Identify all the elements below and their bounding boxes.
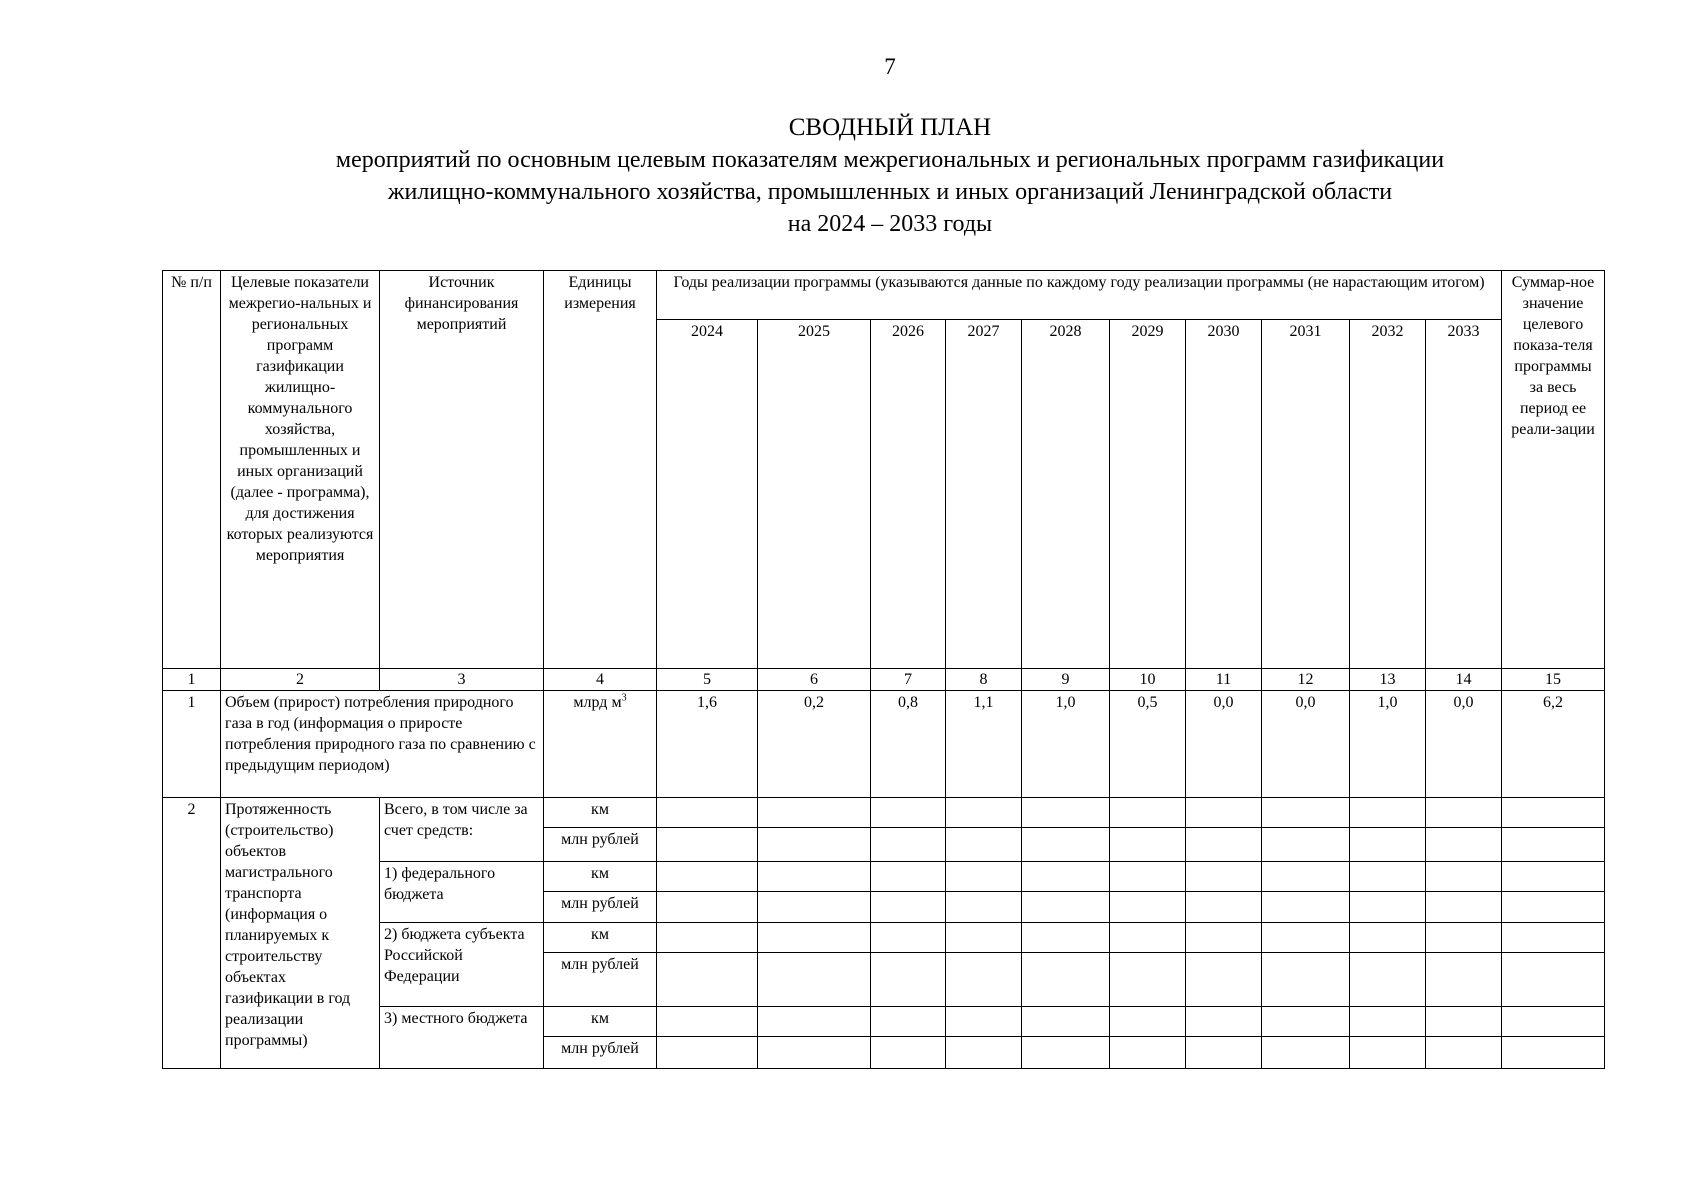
empty-cell	[1350, 798, 1426, 828]
header-source: Источник финансирования мероприятий	[380, 271, 544, 669]
value-cell: 0,2	[758, 691, 871, 798]
empty-cell	[1186, 862, 1262, 892]
value-cell: 0,0	[1186, 691, 1262, 798]
empty-cell	[1022, 798, 1110, 828]
empty-cell	[1426, 923, 1502, 953]
empty-cell	[1262, 862, 1350, 892]
empty-cell	[1426, 828, 1502, 862]
empty-cell	[1350, 892, 1426, 923]
empty-cell	[1262, 828, 1350, 862]
row-indicator: Протяженность (строительство) объектов магистрального транспорта (информация о планируемых к строительству объектах газификации в год реализации программы)	[221, 798, 380, 1069]
unit-km: км	[544, 798, 657, 828]
header-year: 2030	[1186, 320, 1262, 669]
source-total: Всего, в том числе за счет средств:	[380, 798, 544, 862]
row-pipeline-local-km	[163, 1007, 1605, 1037]
empty-cell	[1186, 953, 1262, 1007]
unit-rub: млн рублей	[544, 892, 657, 923]
empty-cell	[871, 953, 946, 1007]
empty-cell	[1350, 1007, 1426, 1037]
empty-cell	[1110, 953, 1186, 1007]
row-pipeline-federal-km	[163, 862, 1605, 892]
empty-cell	[1110, 862, 1186, 892]
header-year: 2027	[946, 320, 1022, 669]
column-number: 10	[1110, 669, 1186, 691]
header-year: 2025	[758, 320, 871, 669]
empty-cell	[871, 923, 946, 953]
document-title: СВОДНЫЙ ПЛАН	[788, 114, 992, 141]
column-number: 15	[1502, 669, 1605, 691]
column-number: 13	[1350, 669, 1426, 691]
column-number: 14	[1426, 669, 1502, 691]
empty-cell	[1022, 1007, 1110, 1037]
empty-cell	[657, 953, 758, 1007]
empty-cell	[1186, 923, 1262, 953]
empty-cell	[871, 1037, 946, 1069]
document-subtitle-line-2: жилищно-коммунального хозяйства, промышленных и иных организаций Ленинградской области	[387, 179, 1393, 205]
empty-cell	[1262, 892, 1350, 923]
empty-cell	[946, 923, 1022, 953]
document-subtitle-line-1: мероприятий по основным целевым показателям межрегиональных и региональных программ газификации	[335, 147, 1445, 173]
total-cell: 6,2	[1502, 691, 1605, 798]
empty-cell	[1110, 1037, 1186, 1069]
empty-cell	[1502, 828, 1605, 862]
empty-cell	[1502, 1037, 1605, 1069]
value-cell: 0,8	[871, 691, 946, 798]
header-total: Суммар-ное значение целевого показа-теля программы за весь период ее реали-зации	[1502, 271, 1605, 669]
column-number: 8	[946, 669, 1022, 691]
empty-cell	[946, 953, 1022, 1007]
column-number: 2	[221, 669, 380, 691]
unit-text: млрд м	[573, 694, 622, 711]
empty-cell	[1502, 892, 1605, 923]
unit-superscript: 3	[621, 692, 627, 704]
header-year: 2026	[871, 320, 946, 669]
empty-cell	[946, 828, 1022, 862]
empty-cell	[1110, 1007, 1186, 1037]
empty-cell	[1022, 1037, 1110, 1069]
empty-cell	[1186, 1007, 1262, 1037]
source-local: 3) местного бюджета	[380, 1007, 544, 1069]
empty-cell	[1110, 798, 1186, 828]
empty-cell	[946, 862, 1022, 892]
empty-cell	[1186, 798, 1262, 828]
unit-km: км	[544, 923, 657, 953]
value-cell: 0,0	[1426, 691, 1502, 798]
empty-cell	[657, 798, 758, 828]
empty-cell	[1262, 953, 1350, 1007]
empty-cell	[946, 892, 1022, 923]
page-number: 7	[884, 54, 896, 79]
empty-cell	[657, 828, 758, 862]
header-year: 2028	[1022, 320, 1110, 669]
document-subtitle-line-3: на 2024 – 2033 годы	[787, 211, 993, 237]
empty-cell	[871, 828, 946, 862]
value-cell: 0,5	[1110, 691, 1186, 798]
empty-cell	[758, 1037, 871, 1069]
header-indicators: Целевые показатели межрегио-нальных и региональных программ газификации жилищно-коммунального хозяйства, промышленных и иных организаций (далее - программа), для достижения которых реализуются мероприятия	[221, 271, 380, 669]
value-cell: 1,6	[657, 691, 758, 798]
row-pipeline-regional-km	[163, 923, 1605, 953]
empty-cell	[1502, 953, 1605, 1007]
value-cell: 1,1	[946, 691, 1022, 798]
unit-km: км	[544, 862, 657, 892]
empty-cell	[871, 1007, 946, 1037]
empty-cell	[1350, 953, 1426, 1007]
column-number: 12	[1262, 669, 1350, 691]
unit-km: км	[544, 1007, 657, 1037]
empty-cell	[1426, 953, 1502, 1007]
empty-cell	[1426, 1037, 1502, 1069]
unit-rub: млн рублей	[544, 953, 657, 1007]
empty-cell	[657, 1007, 758, 1037]
empty-cell	[1022, 862, 1110, 892]
empty-cell	[657, 892, 758, 923]
empty-cell	[657, 862, 758, 892]
empty-cell	[1426, 798, 1502, 828]
empty-cell	[1022, 953, 1110, 1007]
empty-cell	[758, 862, 871, 892]
empty-cell	[1022, 828, 1110, 862]
column-number: 7	[871, 669, 946, 691]
column-number: 3	[380, 669, 544, 691]
plan-table	[162, 270, 1605, 1069]
empty-cell	[1022, 892, 1110, 923]
empty-cell	[871, 862, 946, 892]
empty-cell	[758, 953, 871, 1007]
column-number: 5	[657, 669, 758, 691]
row-gas-consumption	[163, 691, 1605, 798]
empty-cell	[1110, 828, 1186, 862]
empty-cell	[1022, 923, 1110, 953]
header-year: 2032	[1350, 320, 1426, 669]
empty-cell	[758, 1007, 871, 1037]
empty-cell	[871, 798, 946, 828]
empty-cell	[1262, 1007, 1350, 1037]
unit-rub: млн рублей	[544, 828, 657, 862]
empty-cell	[1426, 892, 1502, 923]
header-row	[163, 271, 1605, 320]
empty-cell	[1262, 1037, 1350, 1069]
header-years-group: Годы реализации программы (указываются данные по каждому году реализации программы (не нарастающим итогом)	[657, 271, 1502, 320]
header-units: Единицы измерения	[544, 271, 657, 669]
column-number: 1	[163, 669, 221, 691]
empty-cell	[1110, 892, 1186, 923]
empty-cell	[758, 923, 871, 953]
header-year: 2024	[657, 320, 758, 669]
header-year: 2029	[1110, 320, 1186, 669]
value-cell: 1,0	[1350, 691, 1426, 798]
column-number: 9	[1022, 669, 1110, 691]
empty-cell	[1186, 828, 1262, 862]
column-number: 11	[1186, 669, 1262, 691]
empty-cell	[1350, 862, 1426, 892]
empty-cell	[657, 1037, 758, 1069]
row-num: 1	[163, 691, 221, 798]
empty-cell	[1350, 1037, 1426, 1069]
empty-cell	[1350, 828, 1426, 862]
empty-cell	[1426, 862, 1502, 892]
value-cell: 1,0	[1022, 691, 1110, 798]
empty-cell	[1502, 862, 1605, 892]
column-number: 4	[544, 669, 657, 691]
empty-cell	[1502, 923, 1605, 953]
header-year: 2033	[1426, 320, 1502, 669]
column-number: 6	[758, 669, 871, 691]
empty-cell	[758, 892, 871, 923]
empty-cell	[758, 798, 871, 828]
value-cell: 0,0	[1262, 691, 1350, 798]
empty-cell	[1262, 923, 1350, 953]
row-indicator: Объем (прирост) потребления природного газа в год (информация о приросте потребления природного газа по сравнению с предыдущим периодом)	[221, 691, 544, 798]
empty-cell	[1186, 892, 1262, 923]
empty-cell	[657, 923, 758, 953]
unit-rub: млн рублей	[544, 1037, 657, 1069]
header-year: 2031	[1262, 320, 1350, 669]
empty-cell	[1426, 1007, 1502, 1037]
empty-cell	[946, 798, 1022, 828]
empty-cell	[1186, 1037, 1262, 1069]
source-regional: 2) бюджета субъекта Российской Федерации	[380, 923, 544, 1007]
header-num: № п/п	[163, 271, 221, 669]
source-federal: 1) федерального бюджета	[380, 862, 544, 923]
empty-cell	[946, 1007, 1022, 1037]
empty-cell	[1502, 798, 1605, 828]
row-pipeline-total-km	[163, 798, 1605, 828]
empty-cell	[1502, 1007, 1605, 1037]
empty-cell	[1350, 923, 1426, 953]
empty-cell	[871, 892, 946, 923]
empty-cell	[758, 828, 871, 862]
row-num: 2	[163, 798, 221, 1069]
empty-cell	[1262, 798, 1350, 828]
empty-cell	[1110, 923, 1186, 953]
document-heading	[150, 112, 1630, 240]
empty-cell	[946, 1037, 1022, 1069]
column-numbers-row	[163, 669, 1605, 691]
row-unit	[544, 691, 657, 798]
